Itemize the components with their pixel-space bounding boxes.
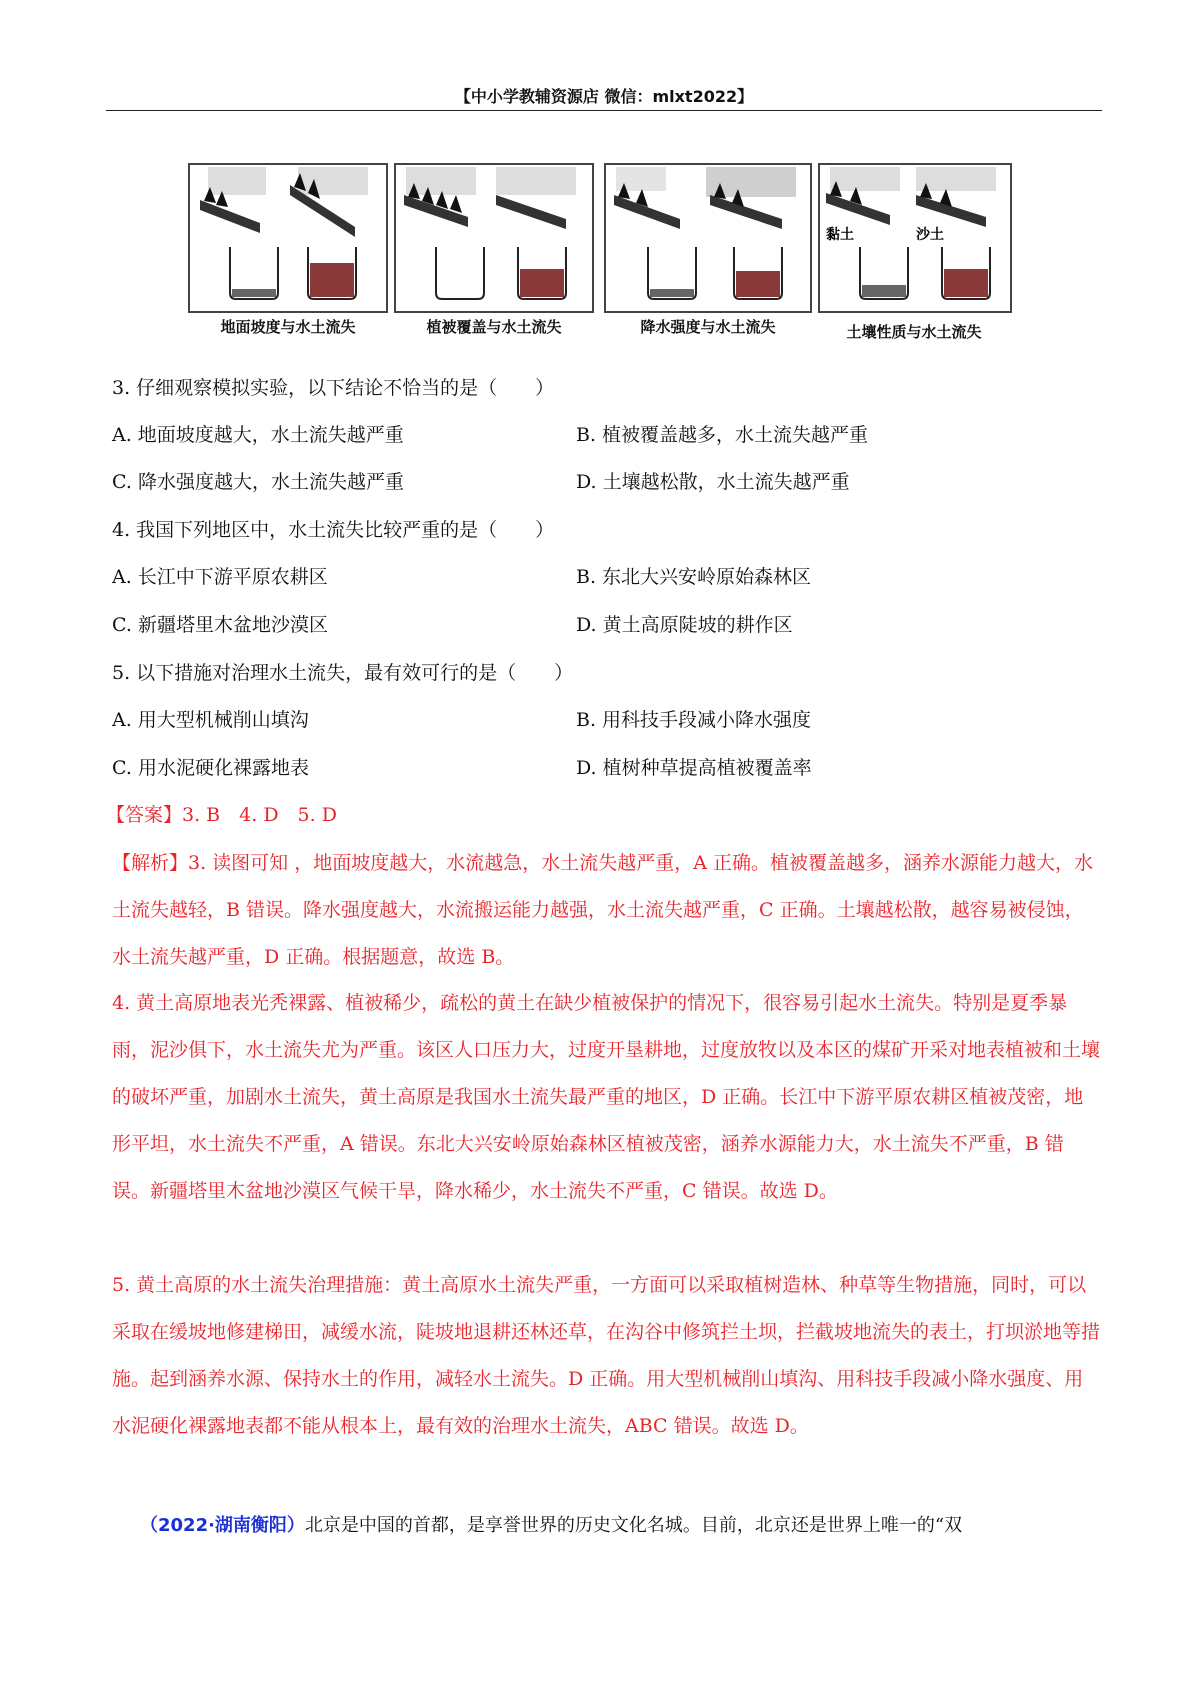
q3-option-c: C. 降水强度越大，水土流失越严重: [112, 471, 404, 493]
sand-label: 沙土: [916, 227, 944, 243]
q4-option-a: A. 长江中下游平原农耕区: [112, 566, 328, 588]
q5-stem: 5. 以下措施对治理水土流失，最有效可行的是（ ）: [112, 662, 574, 684]
answer-label: 【答案】: [106, 804, 183, 826]
q4-option-d: D. 黄土高原陡坡的耕作区: [576, 614, 793, 636]
slope-experiment-illustration: [190, 165, 386, 311]
panel-rainfall: [604, 163, 812, 313]
q5-option-b: B. 用科技手段减小降水强度: [576, 709, 812, 731]
q3-option-d: D. 土壤越松散，水土流失越严重: [576, 471, 850, 493]
q5-option-d: D. 植树种草提高植被覆盖率: [576, 757, 812, 779]
rainfall-experiment-illustration: [606, 165, 810, 311]
q3-stem: 3. 仔细观察模拟实验，以下结论不恰当的是（ ）: [112, 377, 555, 399]
page-header: 【中小学教辅资源店 微信：mlxt2022】: [454, 87, 754, 106]
clay-label: 黏土: [826, 227, 854, 243]
answer-text: 3. B 4. D 5. D: [182, 804, 337, 826]
caption-soil: 土壤性质与水土流失: [846, 323, 982, 341]
caption-slope: 地面坡度与水土流失: [220, 318, 356, 336]
caption-vegetation: 植被覆盖与水土流失: [426, 318, 562, 336]
soil-experiment-illustration: [820, 165, 1010, 311]
q4-option-b: B. 东北大兴安岭原始森林区: [576, 566, 812, 588]
next-question-text: 北京是中国的首都，是享誉世界的历史文化名城。目前，北京还是世界上唯一的“双: [304, 1515, 963, 1536]
analysis-p4: 4. 黄土高原地表光秃裸露、植被稀少，疏松的黄土在缺少植被保护的情况下，很容易引起水土流失。特别是夏季暴雨，泥沙俱下，水土流失尤为严重。该区人口压力大，过度开垦耕地，过度放牧以及本区的煤矿开采对地表植被和土壤的破坏严重，加剧水土流失，黄土高原是我国水土流失最严重的地区，D 正确。长江中下游平原农耕区植被茂密，地形平坦，水土流失不严重，A 错误。东北大兴安岭原始森林区植被茂密，涵养水源能力大，水土流失不严重，B 错误。新疆塔里木盆地沙漠区气候干旱，降水稀少，水土流失不严重，C 错误。故选 D。: [112, 992, 1101, 1202]
vegetation-experiment-illustration: [396, 165, 592, 311]
panel-vegetation: [394, 163, 594, 313]
analysis-p3: [112, 840, 1100, 981]
q5-option-c: C. 用水泥硬化裸露地表: [112, 757, 309, 779]
caption-rainfall: 降水强度与水土流失: [640, 318, 776, 336]
q5-option-a: A. 用大型机械削山填沟: [112, 709, 309, 731]
analysis-label: 【解析】: [112, 852, 189, 874]
next-question-intro: [140, 1514, 1100, 1538]
q4-option-c: C. 新疆塔里木盆地沙漠区: [112, 614, 328, 636]
q3-option-b: B. 植被覆盖越多，水土流失越严重: [576, 424, 869, 446]
panel-slope: [188, 163, 388, 313]
q4-stem: 4. 我国下列地区中，水土流失比较严重的是（ ）: [112, 519, 555, 541]
analysis-p5: 5. 黄土高原的水土流失治理措施：黄土高原水土流失严重，一方面可以采取植树造林、种草等生物措施，同时，可以采取在缓坡地修建梯田，减缓水流，陡坡地退耕还林还草，在沟谷中修筑拦土坝，拦截坡地流失的表土，打坝淤地等措施。起到涵养水源、保持水土的作用，减轻水土流失。D 正确。用大型机械削山填沟、用科技手段减小降水强度、用水泥硬化裸露地表都不能从根本上，最有效的治理水土流失，ABC 错误。故选 D。: [112, 1274, 1101, 1437]
answer-line: [106, 803, 337, 827]
panel-soil: [818, 163, 1012, 313]
analysis-p3-text: 3. 读图可知 ，地面坡度越大，水流越急，水土流失越严重，A 正确。植被覆盖越多，涵养水源能力越大，水土流失越轻，B 错误。降水强度越大，水流搬运能力越强，水土流失越严重，C 正确。土壤越松散，越容易被侵蚀，水土流失越严重，D 正确。根据题意，故选 B。: [112, 852, 1093, 968]
header-divider: [106, 110, 1102, 111]
question-source: （2022·湖南衡阳）: [140, 1515, 305, 1536]
q3-option-a: A. 地面坡度越大，水土流失越严重: [112, 424, 404, 446]
experiment-figure: [188, 163, 1040, 349]
